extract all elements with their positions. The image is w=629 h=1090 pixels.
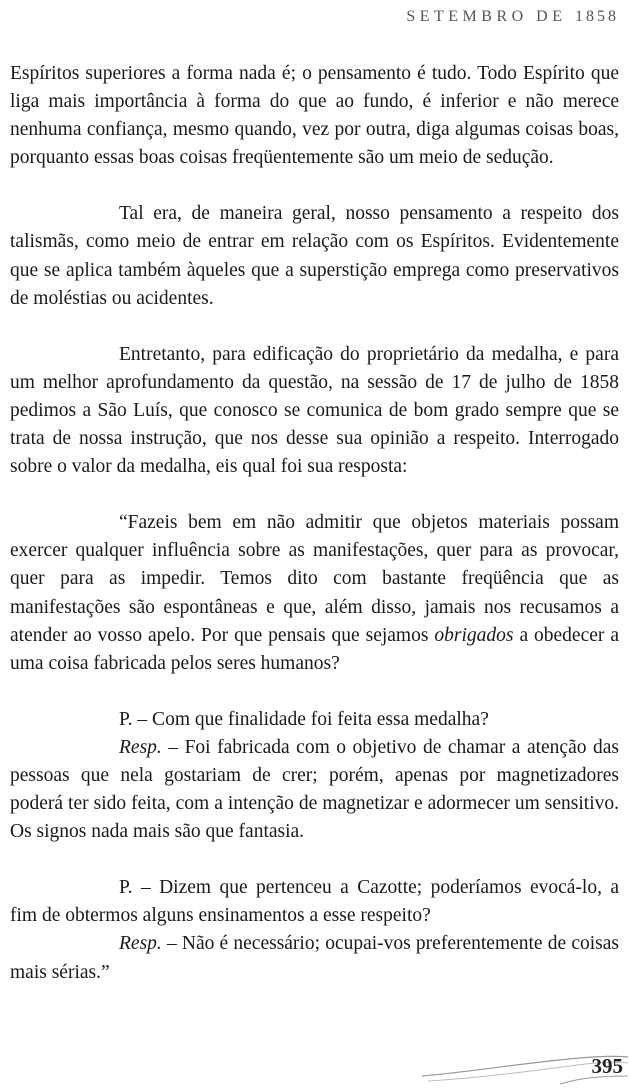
answer-1 bbox=[10, 734, 619, 846]
paragraph-1: Espíritos superiores a forma nada é; o pensamento é tudo. Todo Espírito que liga mais importância à forma do que ao fundo, é inferior e não merece nenhuma confiança, mesmo quando, vez por outra, diga algumas coisas boas, porquanto essas boas coisas freqüentemente são um meio de sedução. bbox=[10, 63, 619, 169]
question-1: P. – Com que finalidade foi feita essa medalha? bbox=[119, 708, 489, 730]
page-footer bbox=[420, 1048, 629, 1090]
quote-text-start: “Fazeis bem em não admitir que objetos materiais possam exercer qualquer influência sobre as manifestações, quer para as provocar, quer para as impedir. Temos dito com bastante freqüência que as manifestações são espontâneas e que, além disso, jamais nos recusamos a atender ao vosso apelo. Por que pensais que sejamos bbox=[10, 512, 619, 646]
answer-2-label: Resp. bbox=[119, 933, 162, 955]
paragraph-4-quote bbox=[10, 509, 619, 678]
paragraph-2: Tal era, de maneira geral, nosso pensamento a respeito dos talismãs, como meio de entrar em relação com os Espíritos. Evidentemente que se aplica também àqueles que a superstição emprega como preservativos de moléstias ou acidentes. bbox=[10, 203, 619, 309]
paragraph-3: Entretanto, para edificação do proprietário da medalha, e para um melhor aprofundamento da questão, na sessão de 17 de julho de 1858 pedimos a São Luís, que conosco se comunica de bom grado sempre que se trata de nossa instrução, que nos desse sua opinião a respeito. Interrogado sobre o valor da medalha, eis qual foi sua resposta: bbox=[10, 343, 619, 478]
question-2: P. – Dizem que pertenceu a Cazotte; poderíamos evocá-lo, a fim de obtermos alguns ensinamentos a esse respeito? bbox=[10, 877, 619, 927]
header-year: 1858 bbox=[575, 8, 619, 25]
header-month: SETEMBRO DE bbox=[406, 8, 567, 25]
answer-1-label: Resp. bbox=[119, 736, 162, 758]
page-number: 395 bbox=[591, 1054, 623, 1078]
quote-italic-word: obrigados bbox=[434, 624, 514, 646]
answer-2-text: – Não é necessário; ocupai-vos preferentemente de coisas mais sérias.” bbox=[10, 933, 620, 983]
quote-text-end: a obedecer a uma coisa fabricada pelos seres humanos? bbox=[10, 624, 619, 674]
running-header bbox=[406, 8, 619, 26]
answer-1-text: – Foi fabricada com o objetivo de chamar a atenção das pessoas que nela gostariam de crer; porém, apenas por magnetizadores poderá ter sido feita, com a intenção de magnetizar e adormecer um sensitivo. Os signos nada mais são que fantasia. bbox=[10, 736, 619, 843]
body-text bbox=[10, 60, 619, 987]
answer-2 bbox=[10, 930, 619, 986]
